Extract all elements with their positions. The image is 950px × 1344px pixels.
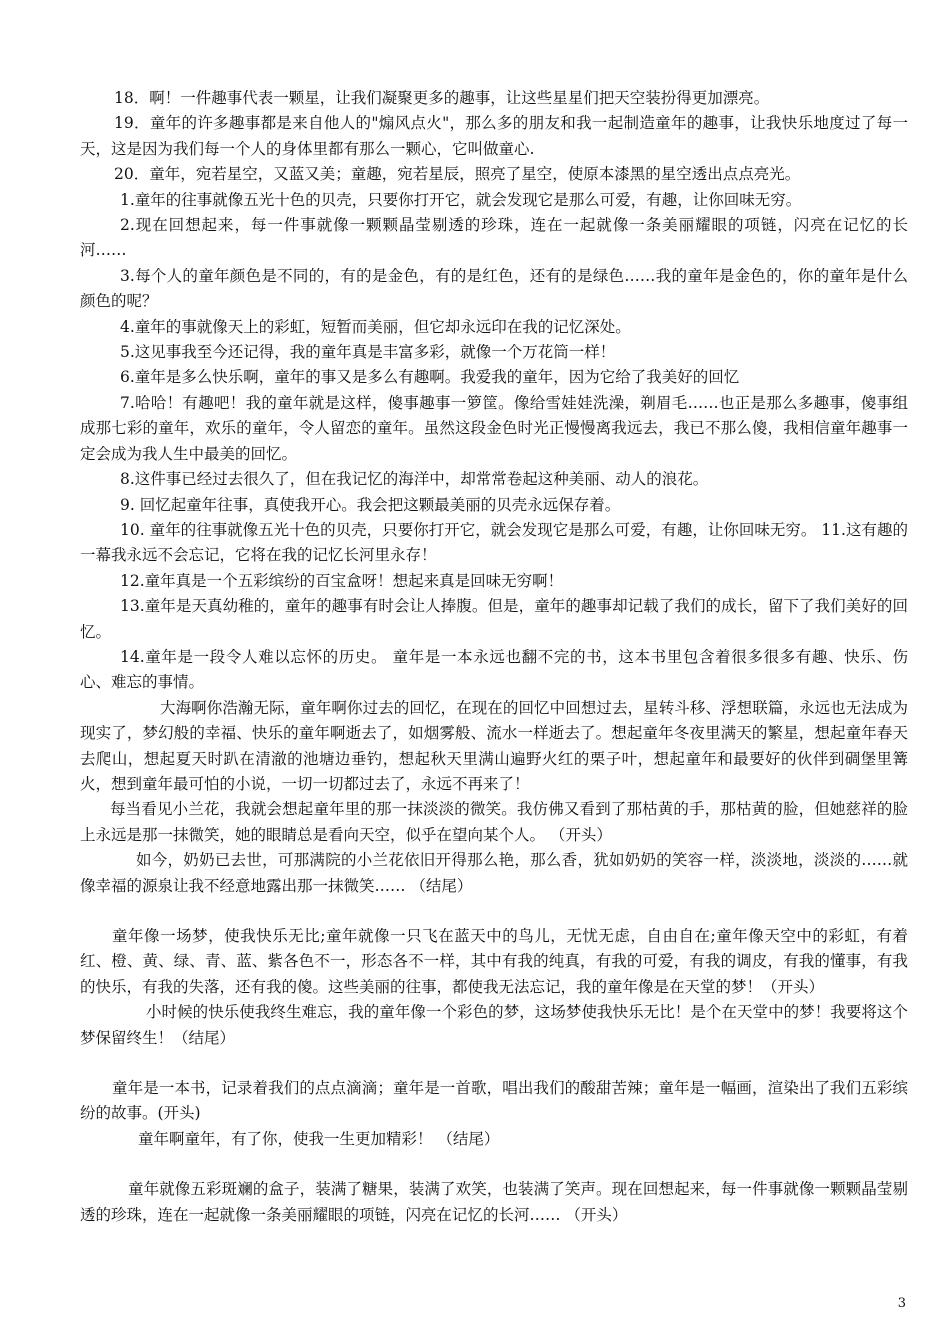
paragraph: 19．童年的许多趣事都是来自他人的"煽风点火"，那么多的朋友和我一起制造童年的趣事，让我快乐地度过了每一天，这是因为我们每一个人的身体里都有那么一颗心，它叫做童心. xyxy=(80,114,908,158)
page-number: 3 xyxy=(897,1296,906,1311)
paragraph: 12.童年真是一个五彩缤纷的百宝盒呀！想起来真是回味无穷啊！ xyxy=(120,571,564,590)
paragraph: 14.童年是一段令人难以忘怀的历史。 童年是一本永远也翻不完的书，这本书里包含着很多很多有趣、快乐、伤心、难忘的事情。 xyxy=(80,647,908,692)
paragraph: 1.童年的往事就像五光十色的贝壳，只要你打开它，就会发现它是那么可爱，有趣，让你回味无穷。 xyxy=(120,190,802,209)
paragraph: 8.这件事已经过去很久了，但在我记忆的海洋中，却常常卷起这种美丽、动人的浪花。 xyxy=(120,470,709,489)
paragraph: 6.童年是多么快乐啊，童年的事又是多么有趣啊。我爱我的童年，因为它给了我美好的回忆 xyxy=(120,368,740,387)
paragraph: 20．童年，宛若星空，又蓝又美；童趣，宛若星辰，照亮了星空，使原本漆黑的星空透出点点亮光。 xyxy=(114,165,801,184)
paragraph: 3.每个人的童年颜色是不同的，有的是金色，有的是红色，还有的是绿色……我的童年是金色的，你的童年是什么颜色的呢？ xyxy=(80,266,908,311)
paragraph: 每当看见小兰花，我就会想起童年里的那一抹淡淡的微笑。我仿佛又看到了那枯黄的手，那枯黄的脸，但她慈祥的脸上永远是那一抹微笑，她的眼睛总是看向天空，似乎在望向某个人。 （开头） xyxy=(80,800,908,844)
paragraph: 7.哈哈！有趣吧！我的童年就是这样，傻事趣事一箩筐。像给雪娃娃洗澡，剃眉毛……也正是那么多趣事，傻事组成那七彩的童年，欢乐的童年，令人留恋的童年。虽然这段金色时光正慢慢离我远去，我已不那么傻，我相信童年趣事一定会成为我人生中最美的回忆。 xyxy=(80,393,908,463)
paragraph: 9. 回忆起童年往事，真使我开心。我会把这颗最美丽的贝壳永远保存着。 xyxy=(120,495,621,514)
paragraph: 童年啊童年，有了你，使我一生更加精彩！ （结尾） xyxy=(138,1129,500,1148)
paragraph: 18．啊！一件趣事代表一颗星，让我们凝聚更多的趣事，让这些星星们把天空装扮得更加漂亮。 xyxy=(114,89,770,107)
paragraph: 4.童年的事就像天上的彩虹，短暂而美丽，但它却永远印在我的记忆深处。 xyxy=(120,317,631,336)
paragraph-spacer xyxy=(80,899,908,924)
page-body xyxy=(80,86,908,1228)
paragraph: 童年像一场梦，使我快乐无比;童年就像一只飞在蓝天中的鸟儿，无忧无虑，自由自在;童年像天空中的彩虹，有着红、橙、黄、绿、青、蓝、紫各色不一，形态各不一样，其中有我的纯真，有我的可爱，有我的调皮，有我的懂事，有我的快乐，有我的失落，还有我的傻。这些美丽的往事，都使我无法忘记，我的童年像是在天堂的梦！（开头） xyxy=(80,927,908,996)
paragraph: 大海啊你浩瀚无际，童年啊你过去的回忆，在现在的回忆中回想过去，星转斗移、浮想联篇，永远也无法成为现实了，梦幻般的幸福、快乐的童年啊逝去了，如烟雾般、流水一样逝去了。想起童年冬夜里满天的繁星，想起童年春天去爬山，想起夏天时趴在清澈的池塘边垂钓，想起秋天里满山遍野火红的栗子叶，想起童年和最要好的伙伴到碉堡里篝火，想到童年最可怕的小说，一切一切都过去了，永远不再来了！ xyxy=(80,698,908,793)
paragraph: 小时候的快乐使我终生难忘，我的童年像一个彩色的梦，这场梦使我快乐无比！是个在天堂中的梦！我要将这个梦保留终生！（结尾） xyxy=(80,1003,908,1047)
paragraph: 5.这见事我至今还记得，我的童年真是丰富多彩，就像一个万花筒一样！ xyxy=(120,343,616,362)
paragraph: 童年就像五彩斑斓的盒子，装满了糖果，装满了欢笑，也装满了笑声。现在回想起来，每一件事就像一颗颗晶莹剔透的珍珠，连在一起就像一条美丽耀眼的项链，闪亮在记忆的长河…… （开头） xyxy=(80,1180,908,1224)
paragraph: 如今，奶奶已去世，可那满院的小兰花依旧开得那么艳，那么香，犹如奶奶的笑容一样，淡淡地，淡淡的……就像幸福的源泉让我不经意地露出那一抹微笑…… （结尾） xyxy=(80,851,908,895)
paragraph: 10. 童年的往事就像五光十色的贝壳，只要你打开它，就会发现它是那么可爱，有趣，让你回味无穷。 11.这有趣的一幕我永远不会忘记，它将在我的记忆长河里永存！ xyxy=(80,520,908,565)
paragraph: 13.童年是天真幼稚的，童年的趣事有时会让人捧腹。但是，童年的趣事却记载了我们的成长，留下了我们美好的回忆。 xyxy=(80,597,908,641)
paragraph-spacer xyxy=(80,1152,908,1177)
paragraph: 2.现在回想起来，每一件事就像一颗颗晶莹剔透的珍珠，连在一起就像一条美丽耀眼的项链，闪亮在记忆的长河…… xyxy=(80,216,908,260)
paragraph: 童年是一本书，记录着我们的点点滴滴；童年是一首歌，唱出我们的酸甜苦辣；童年是一幅画，渲染出了我们五彩缤纷的故事。(开头) xyxy=(80,1079,908,1123)
paragraph-spacer xyxy=(80,1051,908,1076)
